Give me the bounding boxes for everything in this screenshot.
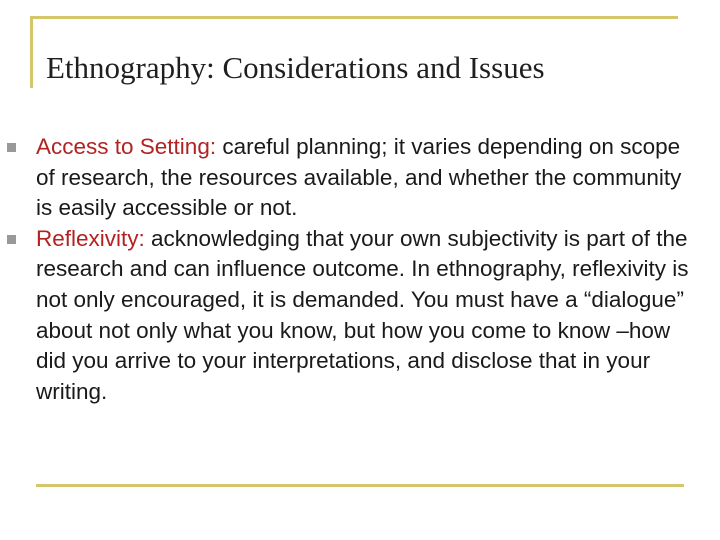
square-bullet-icon <box>7 235 16 244</box>
frame-top-line <box>30 16 678 19</box>
bullet-access-to-setting <box>0 132 696 224</box>
bullet-term: Reflexivity: <box>36 225 145 251</box>
bullet-reflexivity <box>0 224 696 408</box>
square-bullet-icon <box>7 143 16 152</box>
bullet-text: acknowledging that your own subjectivity is part of the research and can influence outcome. In ethnography, reflexivity is not only encouraged, it is demanded. You must have a “dialogue” about not only what you know, but how you come to know –how did you arrive to your interpretations, and disclose that in your writing. <box>36 225 689 404</box>
frame-bottom-line <box>36 484 684 487</box>
bullet-term: Access to Setting: <box>36 134 217 159</box>
bullet-list <box>0 132 720 407</box>
slide-title: Ethnography: Considerations and Issues <box>46 50 545 85</box>
frame-left-line <box>30 16 33 88</box>
bullet-text: careful planning; it varies depending on scope of research, the resources available, and whether the community is easily accessible or not. <box>36 134 682 221</box>
